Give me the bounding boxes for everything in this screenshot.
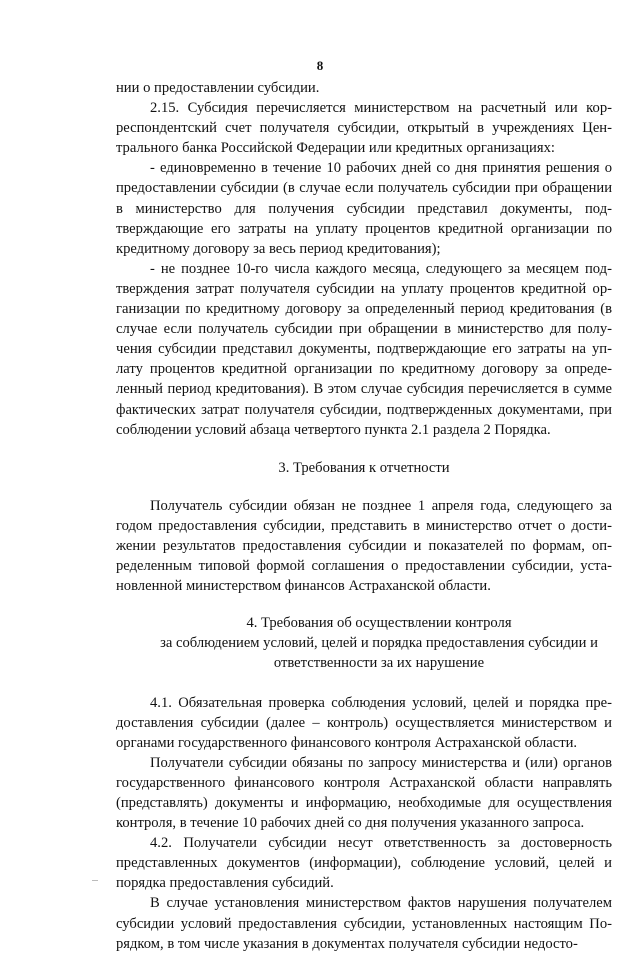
scan-mark bbox=[92, 880, 98, 881]
section-4-heading-line-1: 4. Требования об осуществлении контроля bbox=[246, 615, 512, 632]
paragraph-continuation: нии о предоставлении субсидии. bbox=[116, 80, 320, 96]
section-4-heading-line-3: ответственности за их нарушение bbox=[273, 655, 485, 672]
page-number: 8 bbox=[316, 58, 324, 73]
paragraph-list-item-2: - не позднее 10-го числа каждого месяца, следующего за месяцем подтверждения затрат получателя субсидии на уплату процентов кредитной организации по кредитному договору за определенный период кредитования (в случае если получатель субсидии при обращении в министерство для получения субсидии представил документы, подтверждающие его затраты на уплату процентов кредитной организации по кредитному договору за определенный период кредитования). В этом случае субсидия перечисляется в сумме фактических затрат получателя субсидии, подтвержденных документами, при соблюдении условий абзаца четвертого пункта 2.1 раздела 2 Порядка. bbox=[116, 260, 612, 438]
paragraph-2-15: 2.15. Субсидия перечисляется министерством на расчетный или корреспондентский счет получателя субсидии, открытый в учреждениях Центрального банка Российской Федерации или кредитных организациях: bbox=[116, 100, 612, 157]
section-3-heading: 3. Требования к отчетности bbox=[278, 459, 450, 476]
section-3-body: Получатель субсидии обязан не позднее 1 апреля года, следующего за годом предоставления субсидии, представить в министерство отчет о достижении результатов предоставления субсидии и показателей по формам, определенным типовой формой соглашения о предоставлении субсидии, установленной министерством финансов Астраханской области. bbox=[116, 497, 612, 595]
paragraph-4-1: 4.1. Обязательная проверка соблюдения условий, целей и порядка предоставления субсидии (далее – контроль) осуществляется министерством и органами государственного финансового контроля Астраханской области. bbox=[116, 694, 612, 751]
section-4-heading bbox=[116, 613, 612, 673]
paragraph-request-documents: Получатели субсидии обязаны по запросу министерства и (или) органов государственного финансового контроля Астраханской области направлять (представлять) документы и информацию, необходимые для осуществления контроля, в течение 10 рабочих дней со дня получения указанного запроса. bbox=[116, 754, 612, 832]
document-body bbox=[116, 78, 612, 954]
paragraph-violations: В случае установления министерством фактов нарушения получателем субсидии условий предоставления субсидии, установленных настоящим Порядком, в том числе указания в документах получателя субсидии недосто- bbox=[116, 895, 612, 952]
section-4-heading-line-2: за соблюдением условий, целей и порядка предоставления субсидии и bbox=[160, 635, 598, 652]
paragraph-list-item-1: - единовременно в течение 10 рабочих дней со дня принятия решения о предоставлении субсидии (в случае если получатель субсидии при обращении в министерство для получения субсидии представил документы, подтверждающие его затраты на уплату процентов кредитной организации по кредитному договору за весь период кредитования); bbox=[116, 160, 612, 257]
paragraph-4-2: 4.2. Получатели субсидии несут ответственность за достоверность представленных документов (информации), соблюдение условий, целей и порядка предоставления субсидий. bbox=[116, 835, 612, 892]
